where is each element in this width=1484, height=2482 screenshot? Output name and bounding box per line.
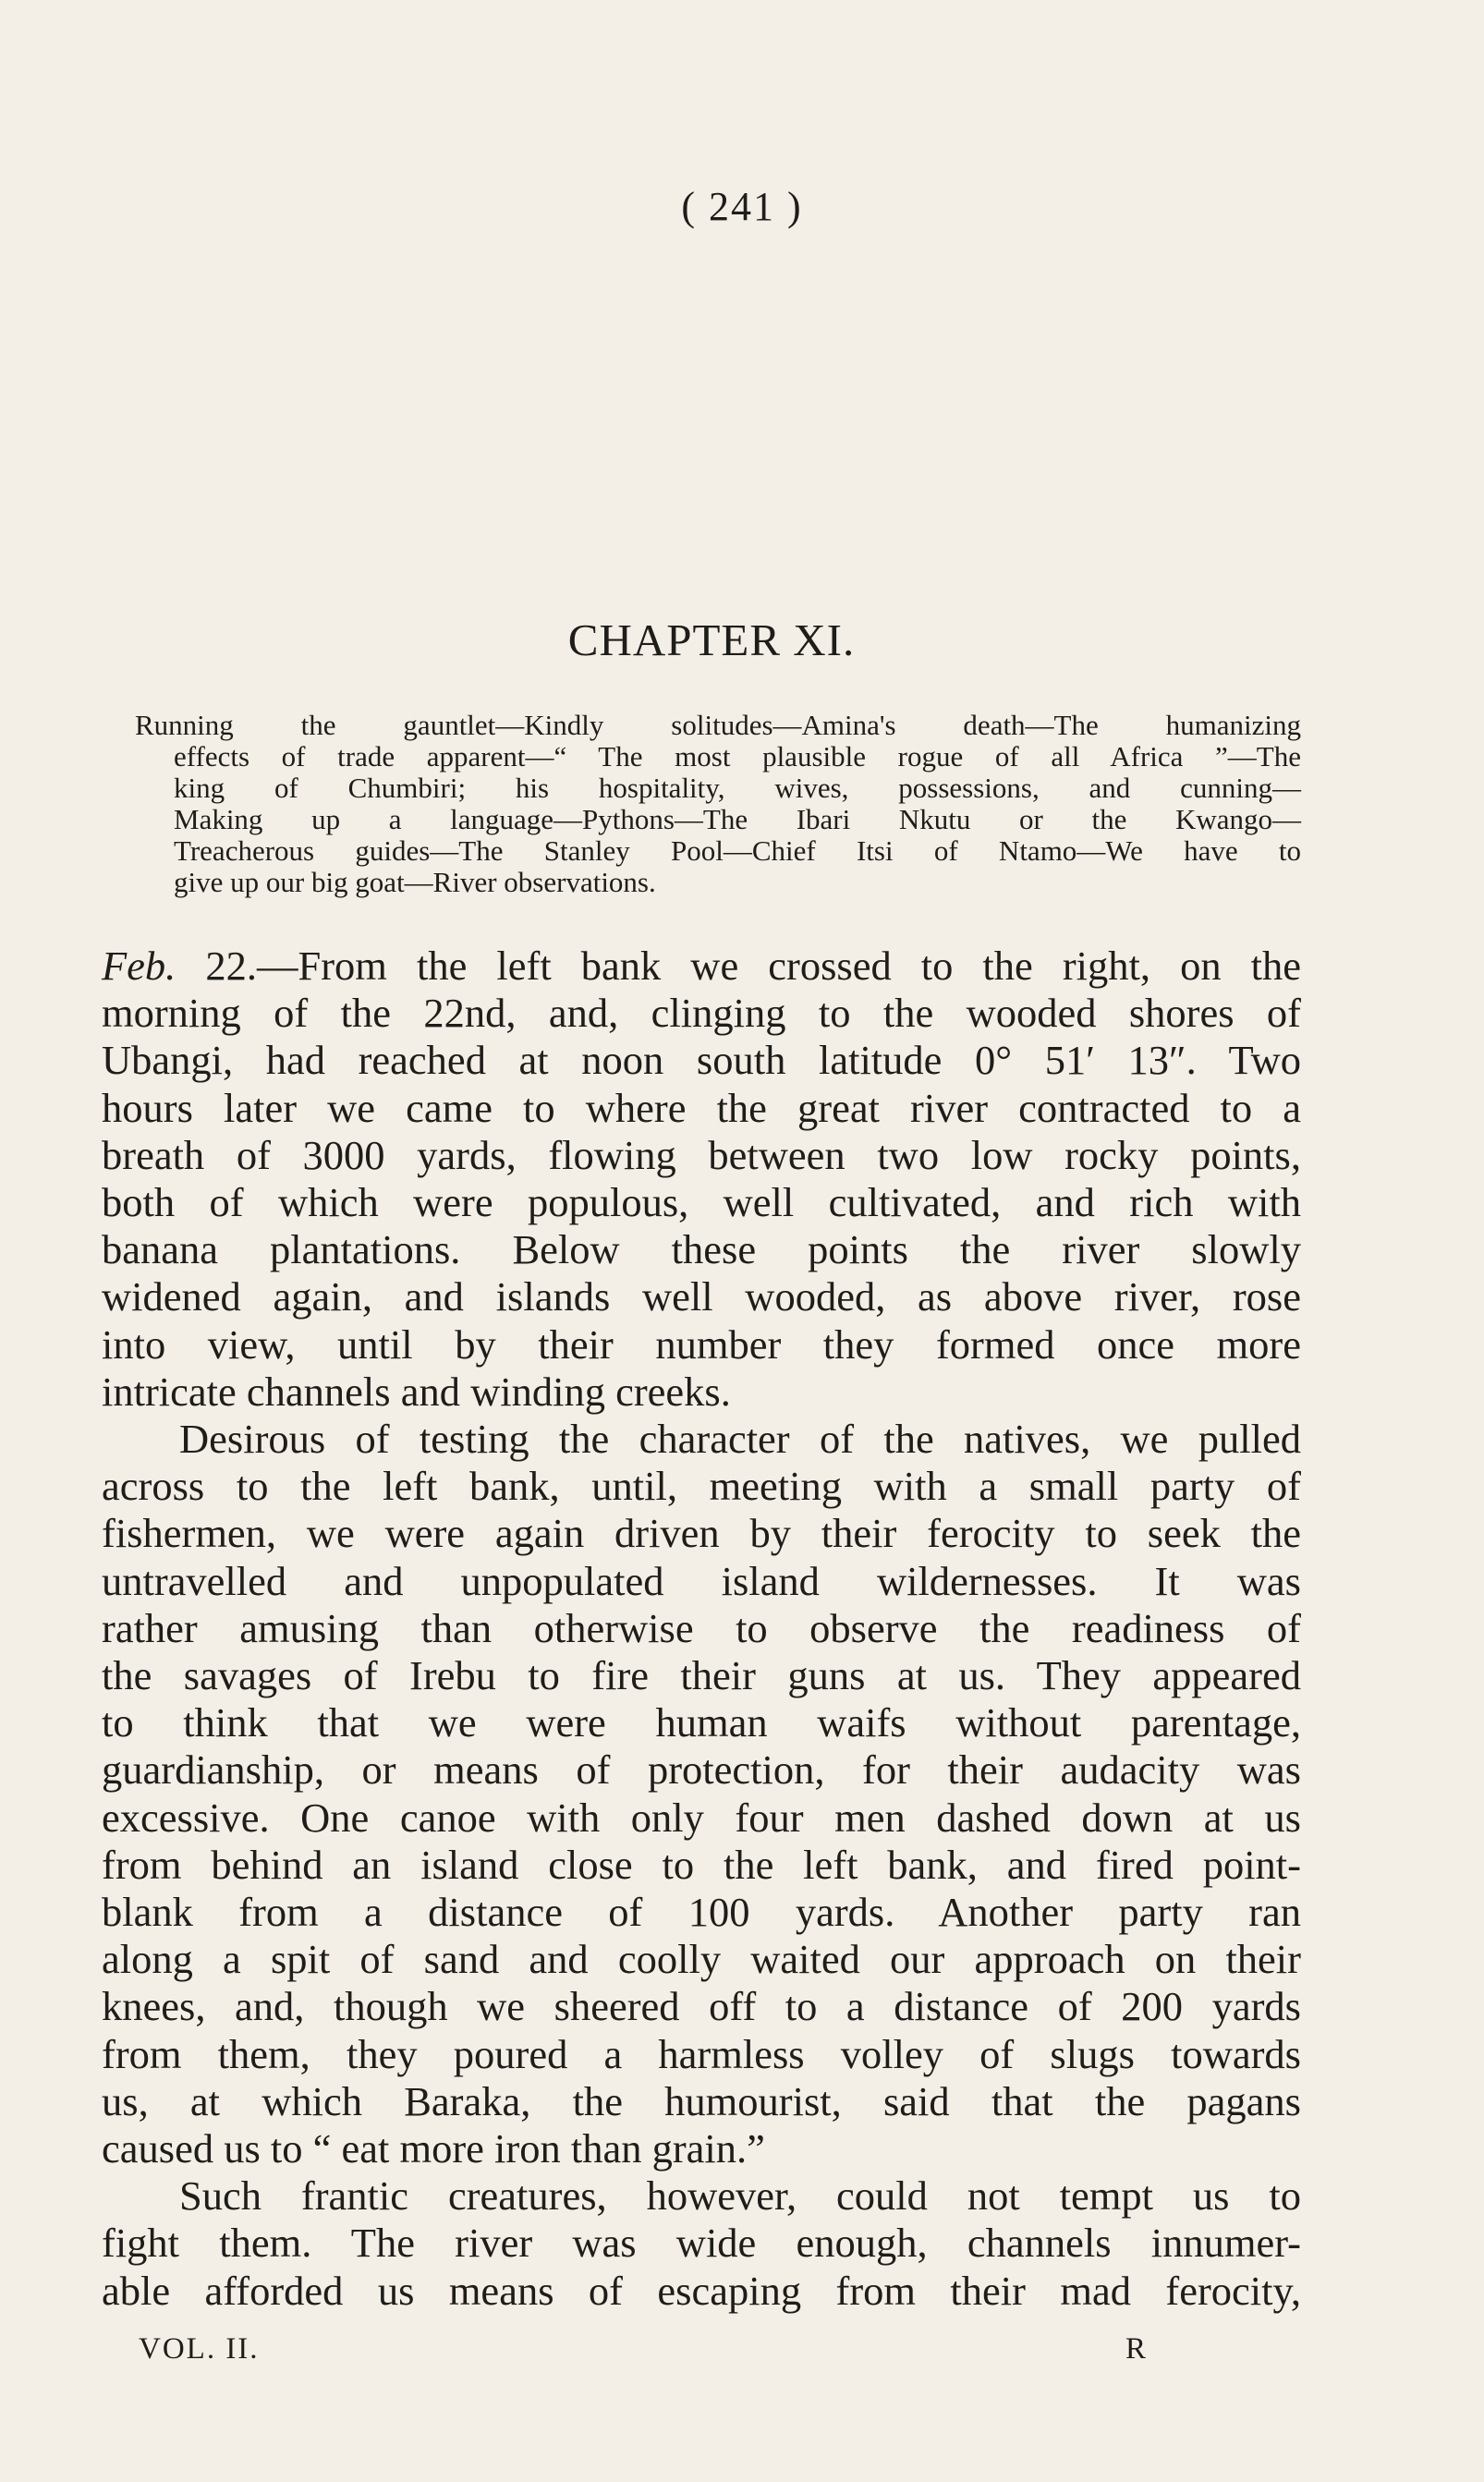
synopsis-line: Running the gauntlet—Kindly solitudes—Amina's death—The humanizing	[135, 709, 1301, 741]
body-line: guardianship, or means of protection, for their audacity was	[102, 1746, 1301, 1794]
body-line: banana plantations. Below these points the river slowly	[102, 1226, 1301, 1273]
body-line: hours later we came to where the great river contracted to a	[102, 1084, 1301, 1131]
body-line: to think that we were human waifs without parentage,	[102, 1699, 1301, 1746]
signature-mark: R	[1125, 2332, 1147, 2366]
synopsis-line: Treacherous guides—The Stanley Pool—Chief Itsi of Ntamo—We have to	[174, 834, 1301, 867]
chapter-title: CHAPTER XI.	[567, 614, 856, 665]
body-line: blank from a distance of 100 yards. Another party ran	[102, 1889, 1301, 1936]
page-number: ( 241 )	[681, 184, 803, 229]
body-line: able afforded us means of escaping from their mad ferocity,	[102, 2267, 1301, 2314]
body-text	[102, 943, 1301, 2315]
body-line: untravelled and unpopulated island wildernesses. It was	[102, 1557, 1301, 1604]
body-line: rather amusing than otherwise to observe the readiness of	[102, 1604, 1301, 1651]
body-line: across to the left bank, until, meeting with a small party of	[102, 1463, 1301, 1510]
synopsis-line: king of Chumbiri; his hospitality, wives, possessions, and cunning—	[174, 772, 1301, 804]
body-line: breath of 3000 yards, flowing between two low rocky points,	[102, 1131, 1301, 1178]
body-line: the savages of Irebu to fire their guns at us. They appeared	[102, 1652, 1301, 1699]
body-line: Such frantic creatures, however, could not tempt us to	[179, 2172, 1301, 2220]
body-line: intricate channels and winding creeks.	[102, 1368, 731, 1415]
body-line: Ubangi, had reached at noon south latitude 0° 51′ 13″. Two	[102, 1037, 1301, 1084]
body-line: morning of the 22nd, and, clinging to the wooded shores of	[102, 990, 1301, 1037]
body-line: along a spit of sand and coolly waited our approach on their	[102, 1936, 1301, 1983]
first-line-rest: 22.—From the left bank we crossed to the right, on the	[176, 943, 1301, 989]
body-line: widened again, and islands well wooded, as above river, rose	[102, 1273, 1301, 1320]
date-prefix: Feb.	[102, 943, 176, 989]
body-line: fishermen, we were again driven by their ferocity to seek the	[102, 1510, 1301, 1557]
synopsis-line: effects of trade apparent—“ The most plausible rogue of all Africa ”—The	[174, 740, 1301, 773]
chapter-synopsis	[135, 710, 1301, 898]
synopsis-line: Making up a language—Pythons—The Ibari Nkutu or the Kwango—	[174, 803, 1301, 835]
body-line: Desirous of testing the character of the natives, we pulled	[179, 1416, 1301, 1463]
body-line: caused us to “ eat more iron than grain.”	[102, 2125, 765, 2172]
body-line: into view, until by their number they formed once more	[102, 1320, 1301, 1368]
body-line: both of which were populous, well cultivated, and rich with	[102, 1179, 1301, 1226]
body-line: excessive. One canoe with only four men dashed down at us	[102, 1794, 1301, 1841]
volume-footer: VOL. II.	[139, 2332, 260, 2366]
synopsis-line: give up our big goat—River observations.	[174, 866, 656, 898]
body-line: from them, they poured a harmless volley of slugs towards	[102, 2030, 1301, 2077]
body-line: us, at which Baraka, the humourist, said that the pagans	[102, 2077, 1301, 2124]
body-line: from behind an island close to the left bank, and fired point-	[102, 1841, 1301, 1888]
body-line: knees, and, though we sheered off to a distance of 200 yards	[102, 1983, 1301, 2030]
body-line: fight them. The river was wide enough, channels innumer-	[102, 2220, 1301, 2267]
body-line	[102, 943, 1301, 990]
